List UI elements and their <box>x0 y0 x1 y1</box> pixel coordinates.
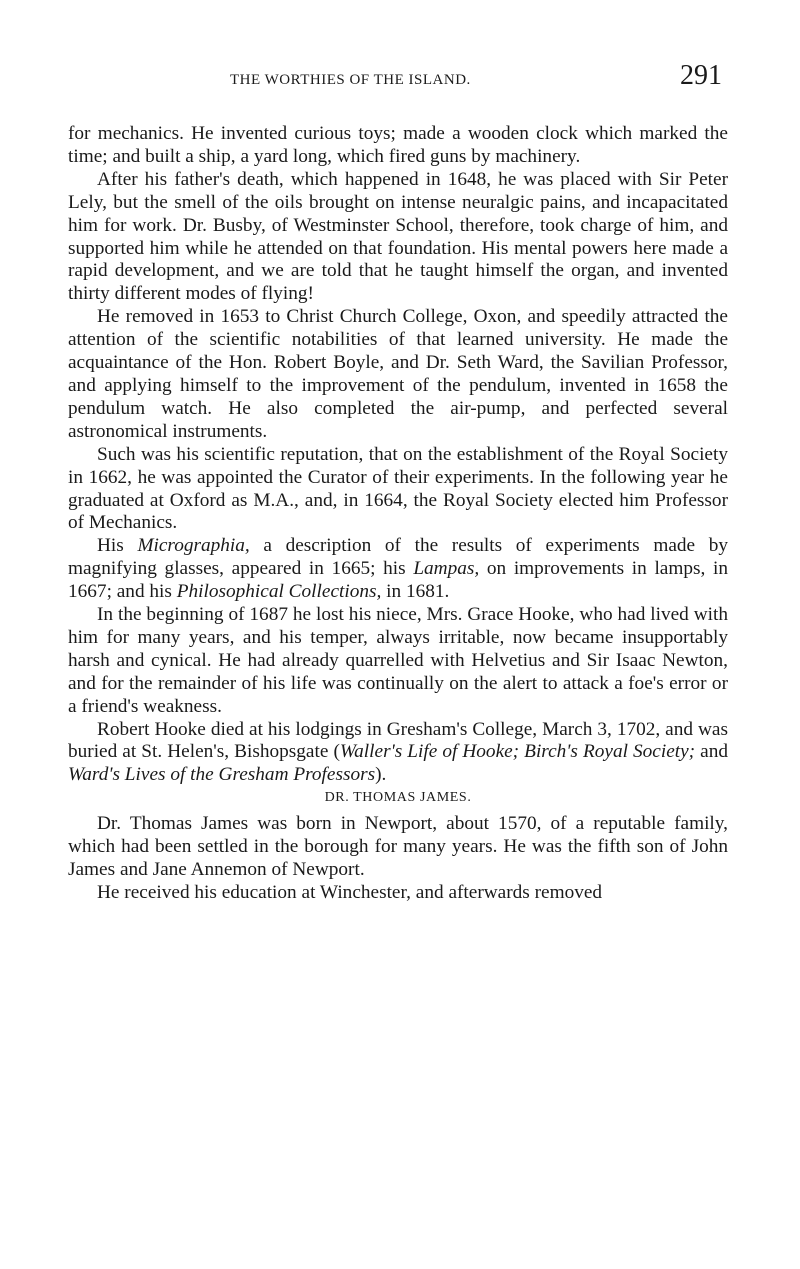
text-run: on improvements in lamps, in 1667; and his <box>68 558 728 603</box>
page-number: 291 <box>680 60 722 91</box>
text-run: in 1681. <box>381 581 450 603</box>
book-title: Micrographia, <box>137 535 250 557</box>
paragraph: In the beginning of 1687 he lost his niece, Mrs. Grace Hooke, who had lived with him for many years, and his temper, always irritable, now became insupportably harsh and cynical. He had already quarrelled with Helvetius and Sir Isaac Newton, and for the remainder of his life was continually on the alert to attack a foe's error or a friend's weakness. <box>68 604 728 717</box>
book-title: Lampas, <box>413 558 480 580</box>
paragraph: for mechanics. He invented curious toys; made a wooden clock which marked the time; and built a ship, a yard long, which fired guns by machinery. <box>68 123 728 167</box>
text-run: and <box>695 741 728 763</box>
section-heading: DR. THOMAS JAMES. <box>324 790 472 806</box>
paragraph: Dr. Thomas James was born in Newport, about 1570, of a reputable family, which had been settled in the borough for many years. He was the fifth son of John James and Jane Annemon of Newport. <box>68 813 728 881</box>
paragraph: After his father's death, which happened in 1648, he was placed with Sir Peter Lely, but the smell of the oils brought on intense neuralgic pains, and incapacitated him for work. Dr. Busby, of Westminster School, therefore, took charge of him, and supported him while he attended on that foundation. His mental powers here made a rapid development, and we are told that he taught himself the organ, and invented thirty different modes of flying! <box>68 168 728 305</box>
paragraph <box>68 535 728 604</box>
book-title: Philosophical Collections, <box>176 581 382 603</box>
citation: Ward's Lives of the Gresham Professors <box>68 764 376 786</box>
paragraph: He removed in 1653 to Christ Church College, Oxon, and speedily attracted the attention of the scientific notabilities of that learned university. He made the acquaintance of the Hon. Robert Boyle, and Dr. Seth Ward, the Savilian Professor, and applying himself to the improvement of the pendulum, invented in 1658 the pendulum watch. He also completed the air-pump, and perfected several astronomical instruments. <box>68 306 728 442</box>
text-run: Robert Hooke died at his lodgings in Gresham's College, March 3, 1702, and was buried at St. Helen's, Bishopsgate ( <box>68 718 728 763</box>
text-run: ). <box>375 764 387 786</box>
paragraph: He received his education at Winchester, and afterwards removed <box>97 882 603 903</box>
text-run: His <box>97 535 138 557</box>
running-title: THE WORTHIES OF THE ISLAND. <box>230 72 471 88</box>
body-text <box>68 123 728 905</box>
paragraph <box>68 719 728 788</box>
citation: Waller's Life of Hooke; Birch's Royal Society; <box>339 741 696 763</box>
paragraph: Such was his scientific reputation, that on the establishment of the Royal Society in 1662, he was appointed the Curator of their experiments. In the following year he graduated at Oxford as M.A., and, in 1664, the Royal Society elected him Professor of Mechanics. <box>68 443 728 534</box>
text-run: a description of the results of experiments made by magnifying glasses, appeared in 1665; his <box>68 535 729 580</box>
